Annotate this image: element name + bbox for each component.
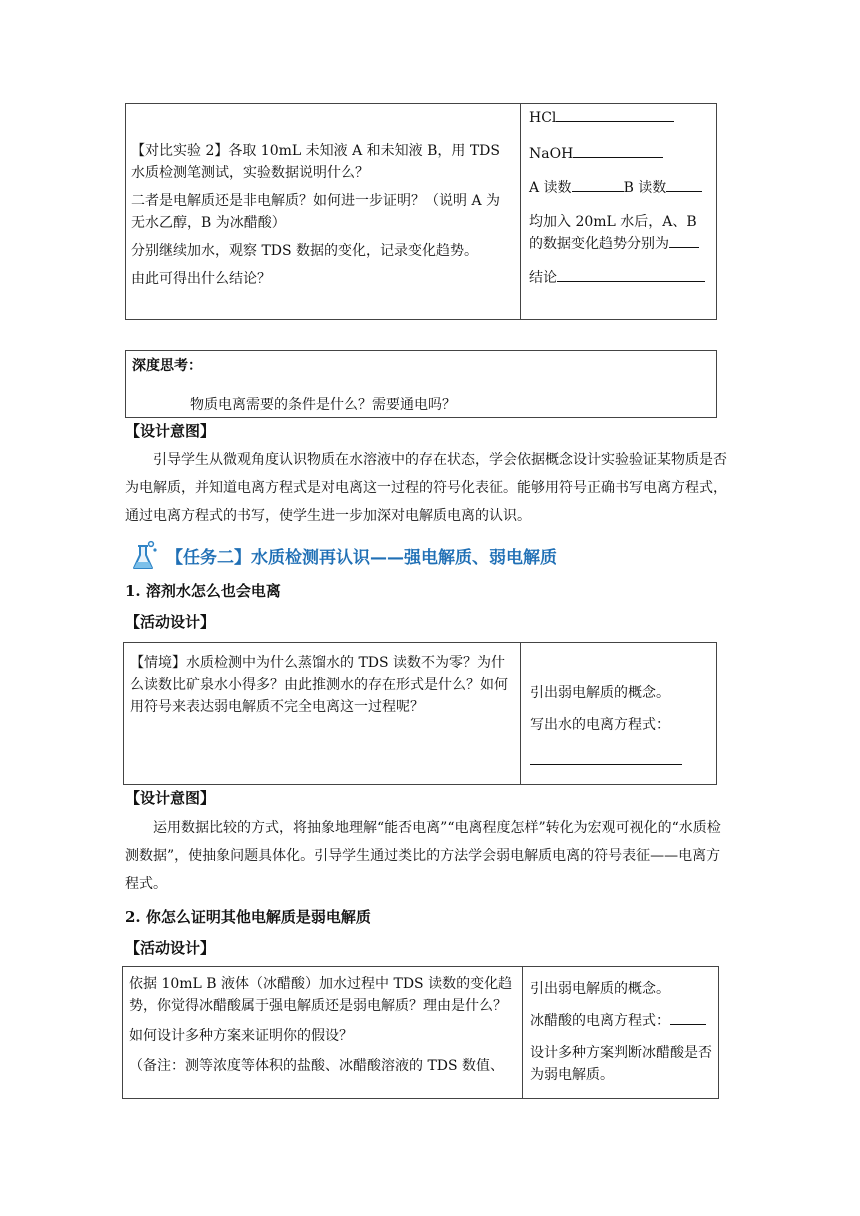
experiment2-question: 【对比实验 2】各取 10mL 未知液 A 和未知液 B，用 TDS 水质检测笔测试，实验数据说明什么？ xyxy=(131,143,500,181)
a-reading-label: A 读数 xyxy=(529,180,572,196)
naoh-blank xyxy=(573,143,663,158)
design-intent-text: 运用数据比较的方式，将抽象地理解“能否电离”“电离程度怎样”转化为宏观可视化的“水质检测数据”，使抽象问题具体化。引导学生通过类比的方法学会弱电解质电离的符号表征——电离方程式。 xyxy=(125,820,721,892)
flask-icon xyxy=(126,538,160,572)
water-added-line2: 的数据变化趋势分别为 xyxy=(529,236,669,252)
task2-title: 【任务二】水质检测再认识——强电解质、弱电解质 xyxy=(166,548,557,568)
table-divider xyxy=(522,966,523,1099)
weak-electrolyte-intro: 引出弱电解质的概念。 xyxy=(530,685,670,701)
water-added-line1: 均加入 20mL 水后，A、B xyxy=(529,214,697,230)
conclusion-question: 由此可得出什么结论？ xyxy=(131,271,271,287)
conclusion-blank xyxy=(557,267,705,282)
electrolyte-question: 二者是电解质还是非电解质？如何进一步证明？（说明 A 为无水乙醇，B 为冰醋酸） xyxy=(131,193,501,231)
hcl-blank xyxy=(556,107,674,122)
design-plan-question: 如何设计多种方案来证明你的假设？ xyxy=(129,1028,353,1044)
design-intent-heading: 【设计意图】 xyxy=(125,789,216,807)
section1-title: 1. 溶剂水怎么也会电离 xyxy=(125,582,281,600)
table3-right-cell xyxy=(530,978,714,1086)
activity-design-heading: 【活动设计】 xyxy=(125,939,216,957)
design-intent-text: 引导学生从微观角度认识物质在水溶液中的存在状态，学会依据概念设计实验验证某物质是否为电解质，并知道电离方程式是对电离这一过程的符号化表征。能够用符号正确书写电离方程式，通过电离方程式的书写，使学生进一步加深对电解质电离的认识。 xyxy=(125,452,727,524)
b-reading-blank xyxy=(666,177,702,192)
acetic-ionization-prompt: 冰醋酸的电离方程式： xyxy=(530,1013,670,1029)
table-divider xyxy=(520,642,521,785)
trend-blank xyxy=(669,233,699,248)
add-water-instruction: 分别继续加水，观察 TDS 数据的变化，记录变化趋势。 xyxy=(131,243,479,259)
b-reading-label: B 读数 xyxy=(623,180,667,196)
hcl-label: HCl xyxy=(529,110,557,126)
situation-text: 【情境】水质检测中为什么蒸馏水的 TDS 读数不为零？为什么读数比矿泉水小得多？由此推测水的存在形式是什么？如何用符号来表达弱电解质不完全电离这一过程呢？ xyxy=(130,655,508,715)
naoh-label: NaOH xyxy=(529,146,574,162)
design-intent-heading: 【设计意图】 xyxy=(125,422,216,440)
activity-design-heading: 【活动设计】 xyxy=(125,613,216,631)
water-ionization-prompt: 写出水的电离方程式： xyxy=(530,717,670,733)
table-divider xyxy=(520,103,521,320)
acetic-ionization-blank xyxy=(670,1010,706,1025)
acetic-acid-question: 依据 10mL B 液体（冰醋酸）加水过程中 TDS 读数的变化趋势，你觉得冰醋酸属于强电解质还是弱电解质？理由是什么？ xyxy=(129,976,513,1014)
table3-left-cell xyxy=(129,973,516,1077)
a-reading-blank xyxy=(572,177,624,192)
deep-thinking-question: 物质电离需要的条件是什么？需要通电吗？ xyxy=(190,397,456,413)
conclusion-label: 结论 xyxy=(529,270,557,286)
water-ionization-blank xyxy=(530,764,682,765)
multi-plan-text: 设计多种方案判断冰醋酸是否为弱电解质。 xyxy=(530,1045,712,1083)
table1-right-cell xyxy=(529,107,711,289)
remark-text: （备注：测等浓度等体积的盐酸、冰醋酸溶液的 TDS 数值、 xyxy=(129,1058,505,1074)
weak-electrolyte-intro: 引出弱电解质的概念。 xyxy=(530,981,670,997)
section2-title: 2. 你怎么证明其他电解质是弱电解质 xyxy=(125,908,371,926)
deep-thinking-title: 深度思考： xyxy=(132,358,202,374)
table1-left-cell xyxy=(131,140,513,290)
